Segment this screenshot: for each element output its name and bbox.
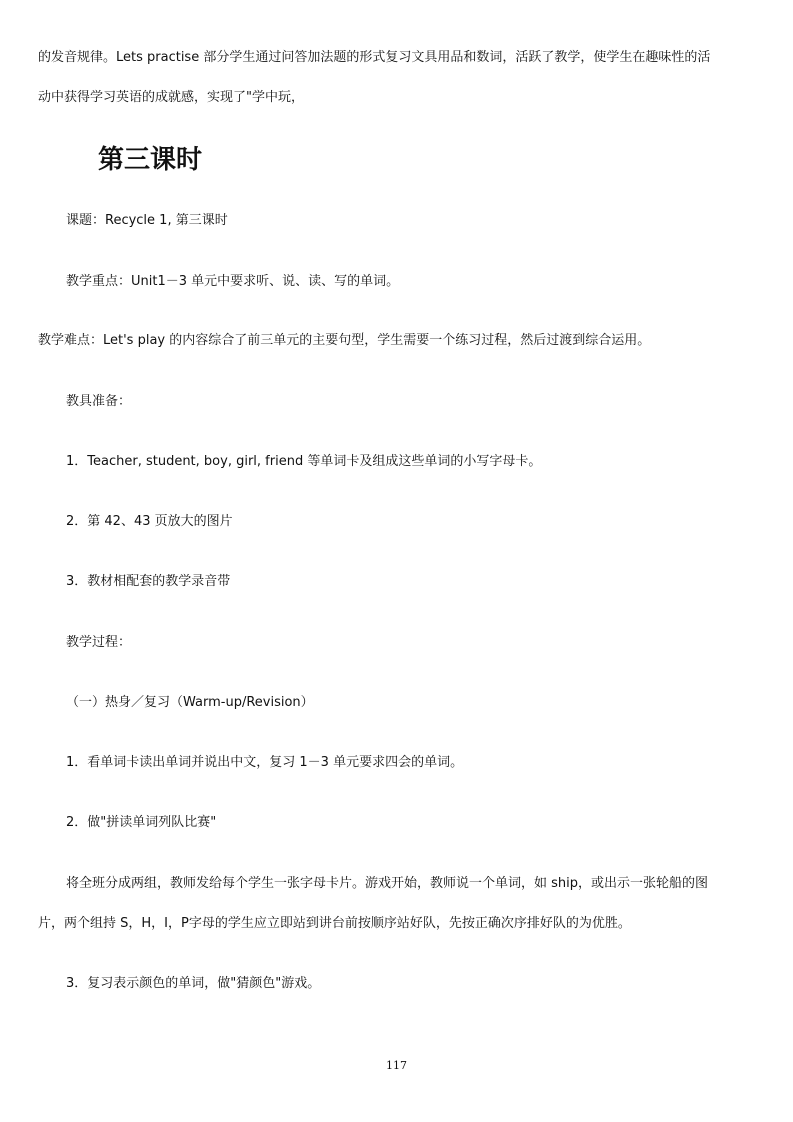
process-title: 教学过程： xyxy=(66,635,132,650)
materials-item-2: 2．第 42、43 页放大的图片 xyxy=(66,514,233,529)
intro-text-line-2: 动中获得学习英语的成就感，实现了"学中玩， xyxy=(38,90,304,105)
section-1-title: （一）热身／复习（Warm-up/Revision） xyxy=(66,695,314,710)
page-number: 117 xyxy=(386,1059,407,1072)
step-1: 1．看单词卡读出单词并说出中文，复习 1－3 单元要求四会的单词。 xyxy=(66,755,464,770)
lesson-topic: 课题：Recycle 1, 第三课时 xyxy=(66,213,228,228)
lesson-heading: 第三课时 xyxy=(98,145,203,175)
materials-item-3: 3．教材相配套的教学录音带 xyxy=(66,574,231,589)
lesson-difficulties: 教学难点：Let's play 的内容综合了前三单元的主要句型，学生需要一个练习过程，然后过渡到综合运用。 xyxy=(38,333,651,348)
lesson-key-points: 教学重点：Unit1－3 单元中要求听、说、读、写的单词。 xyxy=(66,274,400,289)
intro-text-line-1: 的发音规律。Lets practise 部分学生通过问答加法题的形式复习文具用品和数词，活跃了教学，使学生在趣味性的活 xyxy=(38,50,711,65)
step-2-description-line-1: 将全班分成两组，教师发给每个学生一张字母卡片。游戏开始，教师说一个单词，如 ship，或出示一张轮船的图 xyxy=(66,876,709,891)
step-2-description-line-2: 片，两个组持 S，H，I，P字母的学生应立即站到讲台前按顺序站好队，先按正确次序排好队的为优胜。 xyxy=(38,916,631,931)
materials-title: 教具准备： xyxy=(66,394,132,409)
step-3: 3．复习表示颜色的单词，做"猜颜色"游戏。 xyxy=(66,976,321,991)
materials-item-1: 1．Teacher, student, boy, girl, friend 等单词卡及组成这些单词的小写字母卡。 xyxy=(66,454,542,469)
step-2: 2．做"拼读单词列队比赛" xyxy=(66,815,217,830)
